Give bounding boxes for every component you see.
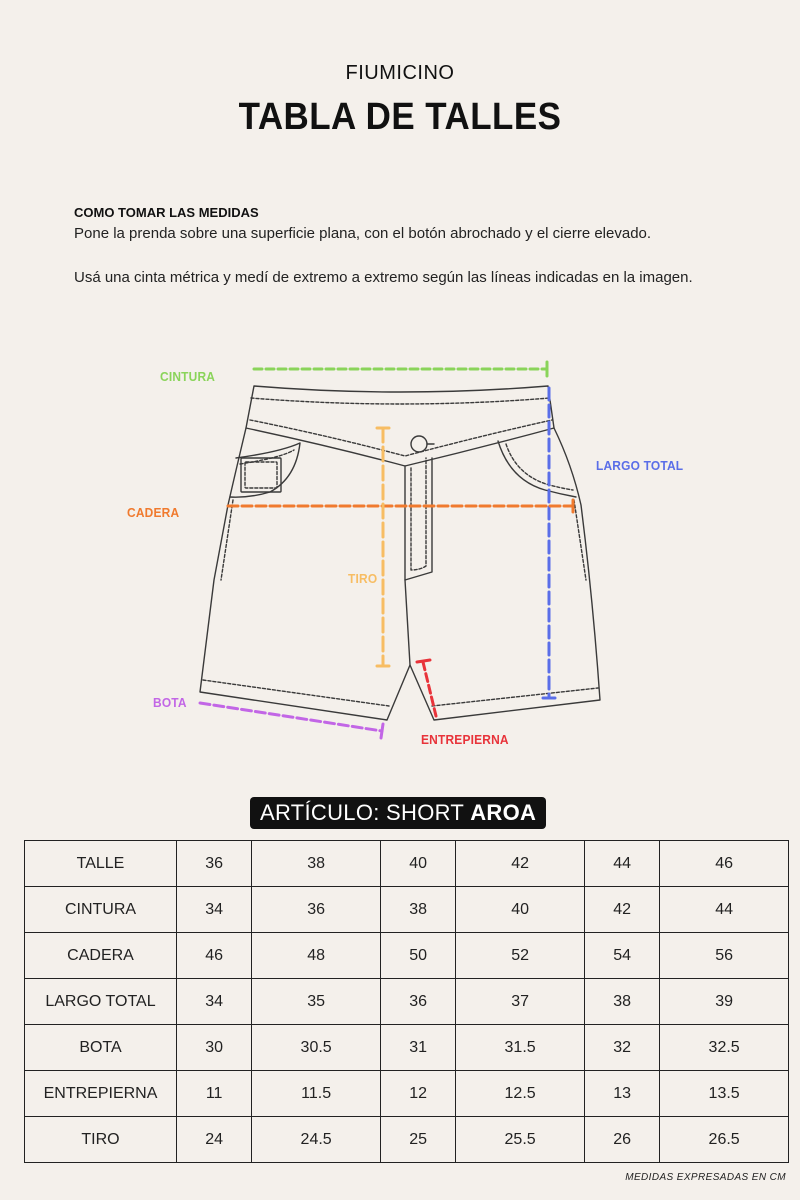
table-cell: 26.5 xyxy=(660,1117,789,1163)
row-label: CINTURA xyxy=(25,887,177,933)
table-cell: 40 xyxy=(456,887,585,933)
row-label: BOTA xyxy=(25,1025,177,1071)
table-cell: 25.5 xyxy=(456,1117,585,1163)
table-cell: 31.5 xyxy=(456,1025,585,1071)
table-cell: 31 xyxy=(380,1025,455,1071)
bota-measure-line xyxy=(200,703,383,738)
table-cell: 46 xyxy=(177,933,252,979)
table-cell: 38 xyxy=(252,841,381,887)
table-cell: 32 xyxy=(584,1025,659,1071)
row-label: ENTREPIERNA xyxy=(25,1071,177,1117)
label-entrepierna: ENTREPIERNA xyxy=(421,732,509,747)
table-cell: 12 xyxy=(380,1071,455,1117)
size-table xyxy=(24,840,789,1163)
article-badge xyxy=(250,797,546,829)
table-cell: 46 xyxy=(660,841,789,887)
footnote: MEDIDAS EXPRESADAS EN CM xyxy=(625,1172,786,1183)
table-cell: 30.5 xyxy=(252,1025,381,1071)
table-cell: 38 xyxy=(380,887,455,933)
table-row xyxy=(25,1117,789,1163)
table-cell: 26 xyxy=(584,1117,659,1163)
page-title: TABLA DE TALLES xyxy=(238,96,562,138)
table-row xyxy=(25,1025,789,1071)
label-cadera: CADERA xyxy=(127,505,180,520)
row-label: CADERA xyxy=(25,933,177,979)
table-cell: 13.5 xyxy=(660,1071,789,1117)
table-cell: 12.5 xyxy=(456,1071,585,1117)
table-row xyxy=(25,1071,789,1117)
table-cell: 54 xyxy=(584,933,659,979)
table-cell: 32.5 xyxy=(660,1025,789,1071)
table-cell: 38 xyxy=(584,979,659,1025)
article-name: AROA xyxy=(470,800,537,825)
table-cell: 37 xyxy=(456,979,585,1025)
label-tiro: TIRO xyxy=(348,571,378,586)
table-cell: 39 xyxy=(660,979,789,1025)
table-cell: 25 xyxy=(380,1117,455,1163)
table-cell: 34 xyxy=(177,979,252,1025)
table-cell: 36 xyxy=(177,841,252,887)
tiro-measure-line xyxy=(377,428,389,666)
instructions-heading: COMO TOMAR LAS MEDIDAS xyxy=(74,205,259,220)
table-cell: 42 xyxy=(456,841,585,887)
table-cell: 36 xyxy=(252,887,381,933)
table-cell: 48 xyxy=(252,933,381,979)
label-largo-total: LARGO TOTAL xyxy=(596,458,684,473)
instructions-line-1: Pone la prenda sobre una superficie plana, con el botón abrochado y el cierre elevado. xyxy=(74,225,652,242)
brand-name: FIUMICINO xyxy=(345,62,455,84)
table-cell: 11 xyxy=(177,1071,252,1117)
table-cell: 34 xyxy=(177,887,252,933)
shorts-measurement-diagram xyxy=(0,340,800,760)
table-cell: 24 xyxy=(177,1117,252,1163)
table-cell: 13 xyxy=(584,1071,659,1117)
row-label: TALLE xyxy=(25,841,177,887)
article-prefix: ARTÍCULO: SHORT xyxy=(260,800,464,825)
table-cell: 42 xyxy=(584,887,659,933)
table-cell: 24.5 xyxy=(252,1117,381,1163)
table-cell: 35 xyxy=(252,979,381,1025)
shorts-outline xyxy=(200,386,600,720)
table-cell: 56 xyxy=(660,933,789,979)
row-label: LARGO TOTAL xyxy=(25,979,177,1025)
table-row xyxy=(25,841,789,887)
cintura-measure-line xyxy=(254,362,547,376)
table-cell: 50 xyxy=(380,933,455,979)
table-row xyxy=(25,887,789,933)
table-cell: 36 xyxy=(380,979,455,1025)
table-cell: 44 xyxy=(584,841,659,887)
label-cintura: CINTURA xyxy=(160,369,216,384)
table-row xyxy=(25,979,789,1025)
table-cell: 52 xyxy=(456,933,585,979)
row-label: TIRO xyxy=(25,1117,177,1163)
size-table-body xyxy=(25,841,789,1163)
instructions-line-2: Usá una cinta métrica y medí de extremo a extremo según las líneas indicadas en la imagen. xyxy=(74,269,693,286)
cadera-measure-line xyxy=(228,500,573,512)
table-cell: 44 xyxy=(660,887,789,933)
table-row xyxy=(25,933,789,979)
table-cell: 11.5 xyxy=(252,1071,381,1117)
largo-total-measure-line xyxy=(543,388,555,698)
label-bota: BOTA xyxy=(153,695,187,710)
table-cell: 30 xyxy=(177,1025,252,1071)
table-cell: 40 xyxy=(380,841,455,887)
